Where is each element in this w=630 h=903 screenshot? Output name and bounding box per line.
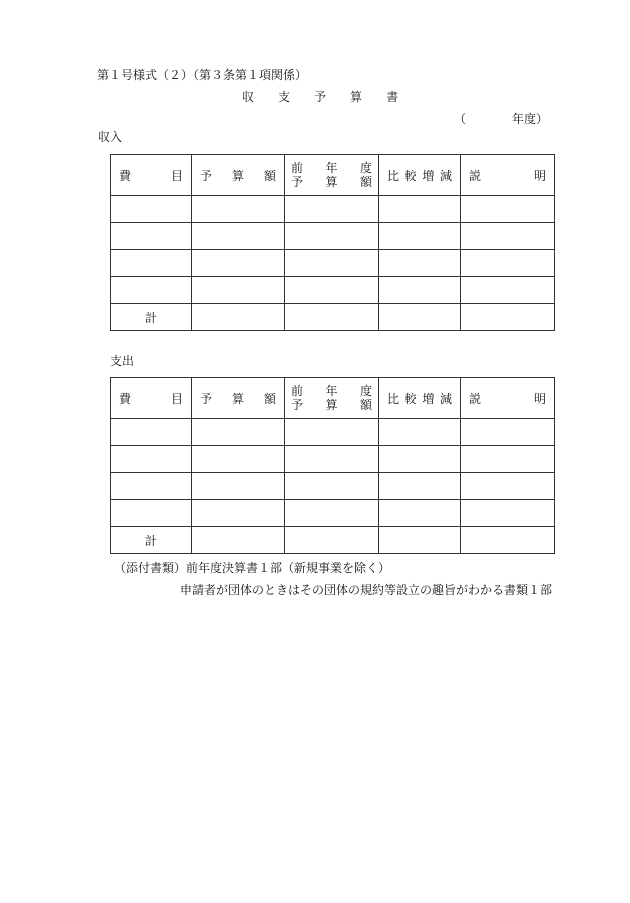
table-row (111, 446, 555, 473)
title-char: 支 (278, 90, 291, 104)
input-cell[interactable] (111, 223, 192, 250)
input-cell[interactable] (461, 419, 555, 446)
input-cell[interactable] (461, 446, 555, 473)
input-cell[interactable] (379, 527, 461, 554)
input-cell[interactable] (379, 223, 461, 250)
table-row (111, 223, 555, 250)
input-cell[interactable] (379, 473, 461, 500)
attachment-note-line-1: （添付書類）前年度決算書１部（新規事業を除く） (114, 561, 391, 575)
form-number: 第１号様式（２）（第３条第１項関係） (97, 68, 308, 82)
attachment-note-line-2: 申請者が団体のときはその団体の規約等設立の趣旨がわかる書類１部 (180, 583, 553, 597)
table-row (111, 250, 555, 277)
input-cell[interactable] (192, 473, 285, 500)
input-cell[interactable] (285, 527, 379, 554)
title-char: 算 (350, 90, 363, 104)
income-table (110, 154, 555, 331)
table-header-row (111, 378, 555, 419)
title-char: 予 (314, 90, 327, 104)
expense-section-label: 支出 (110, 354, 135, 368)
expense-table (110, 377, 555, 554)
header-previous-year-budget: 前 年 度 予 算 額 (285, 155, 379, 196)
input-cell[interactable] (285, 304, 379, 331)
input-cell[interactable] (111, 446, 192, 473)
table-header-row (111, 155, 555, 196)
input-cell[interactable] (285, 250, 379, 277)
input-cell[interactable] (111, 473, 192, 500)
table-row (111, 500, 555, 527)
input-cell[interactable] (111, 250, 192, 277)
input-cell[interactable] (461, 277, 555, 304)
input-cell[interactable] (379, 250, 461, 277)
input-cell[interactable] (461, 196, 555, 223)
input-cell[interactable] (285, 419, 379, 446)
input-cell[interactable] (192, 527, 285, 554)
input-cell[interactable] (192, 304, 285, 331)
total-label: 計 (111, 304, 192, 331)
input-cell[interactable] (111, 196, 192, 223)
input-cell[interactable] (461, 527, 555, 554)
header-item: 費 目 (111, 378, 192, 419)
fiscal-year-label: 年度） (512, 112, 549, 126)
input-cell[interactable] (285, 196, 379, 223)
input-cell[interactable] (461, 473, 555, 500)
input-cell[interactable] (285, 446, 379, 473)
input-cell[interactable] (461, 223, 555, 250)
input-cell[interactable] (111, 419, 192, 446)
input-cell[interactable] (111, 277, 192, 304)
input-cell[interactable] (461, 500, 555, 527)
fiscal-year-field (454, 110, 548, 127)
input-cell[interactable] (285, 473, 379, 500)
input-cell[interactable] (192, 250, 285, 277)
table-row (111, 419, 555, 446)
input-cell[interactable] (192, 500, 285, 527)
total-row (111, 527, 555, 554)
title-char: 収 (242, 90, 255, 104)
input-cell[interactable] (379, 446, 461, 473)
input-cell[interactable] (461, 250, 555, 277)
table-row (111, 473, 555, 500)
input-cell[interactable] (285, 223, 379, 250)
input-cell[interactable] (192, 277, 285, 304)
input-cell[interactable] (285, 277, 379, 304)
header-previous-year-budget: 前 年 度 予 算 額 (285, 378, 379, 419)
input-cell[interactable] (192, 419, 285, 446)
input-cell[interactable] (461, 304, 555, 331)
input-cell[interactable] (192, 446, 285, 473)
header-comparison: 比 較 増 減 (379, 378, 461, 419)
header-comparison: 比 較 増 減 (379, 155, 461, 196)
input-cell[interactable] (111, 500, 192, 527)
income-section-label: 収入 (98, 130, 123, 144)
input-cell[interactable] (379, 277, 461, 304)
input-cell[interactable] (192, 196, 285, 223)
input-cell[interactable] (379, 500, 461, 527)
input-cell[interactable] (192, 223, 285, 250)
input-cell[interactable] (379, 304, 461, 331)
input-cell[interactable] (379, 196, 461, 223)
fiscal-year-open-paren: （ (454, 112, 467, 126)
header-note: 説 明 (461, 378, 555, 419)
header-item: 費 目 (111, 155, 192, 196)
document-title (242, 88, 398, 105)
header-note: 説 明 (461, 155, 555, 196)
title-char: 書 (386, 90, 399, 104)
header-budget-amount: 予 算 額 (192, 155, 285, 196)
total-label: 計 (111, 527, 192, 554)
input-cell[interactable] (285, 500, 379, 527)
total-row (111, 304, 555, 331)
table-row (111, 196, 555, 223)
input-cell[interactable] (379, 419, 461, 446)
table-row (111, 277, 555, 304)
header-budget-amount: 予 算 額 (192, 378, 285, 419)
